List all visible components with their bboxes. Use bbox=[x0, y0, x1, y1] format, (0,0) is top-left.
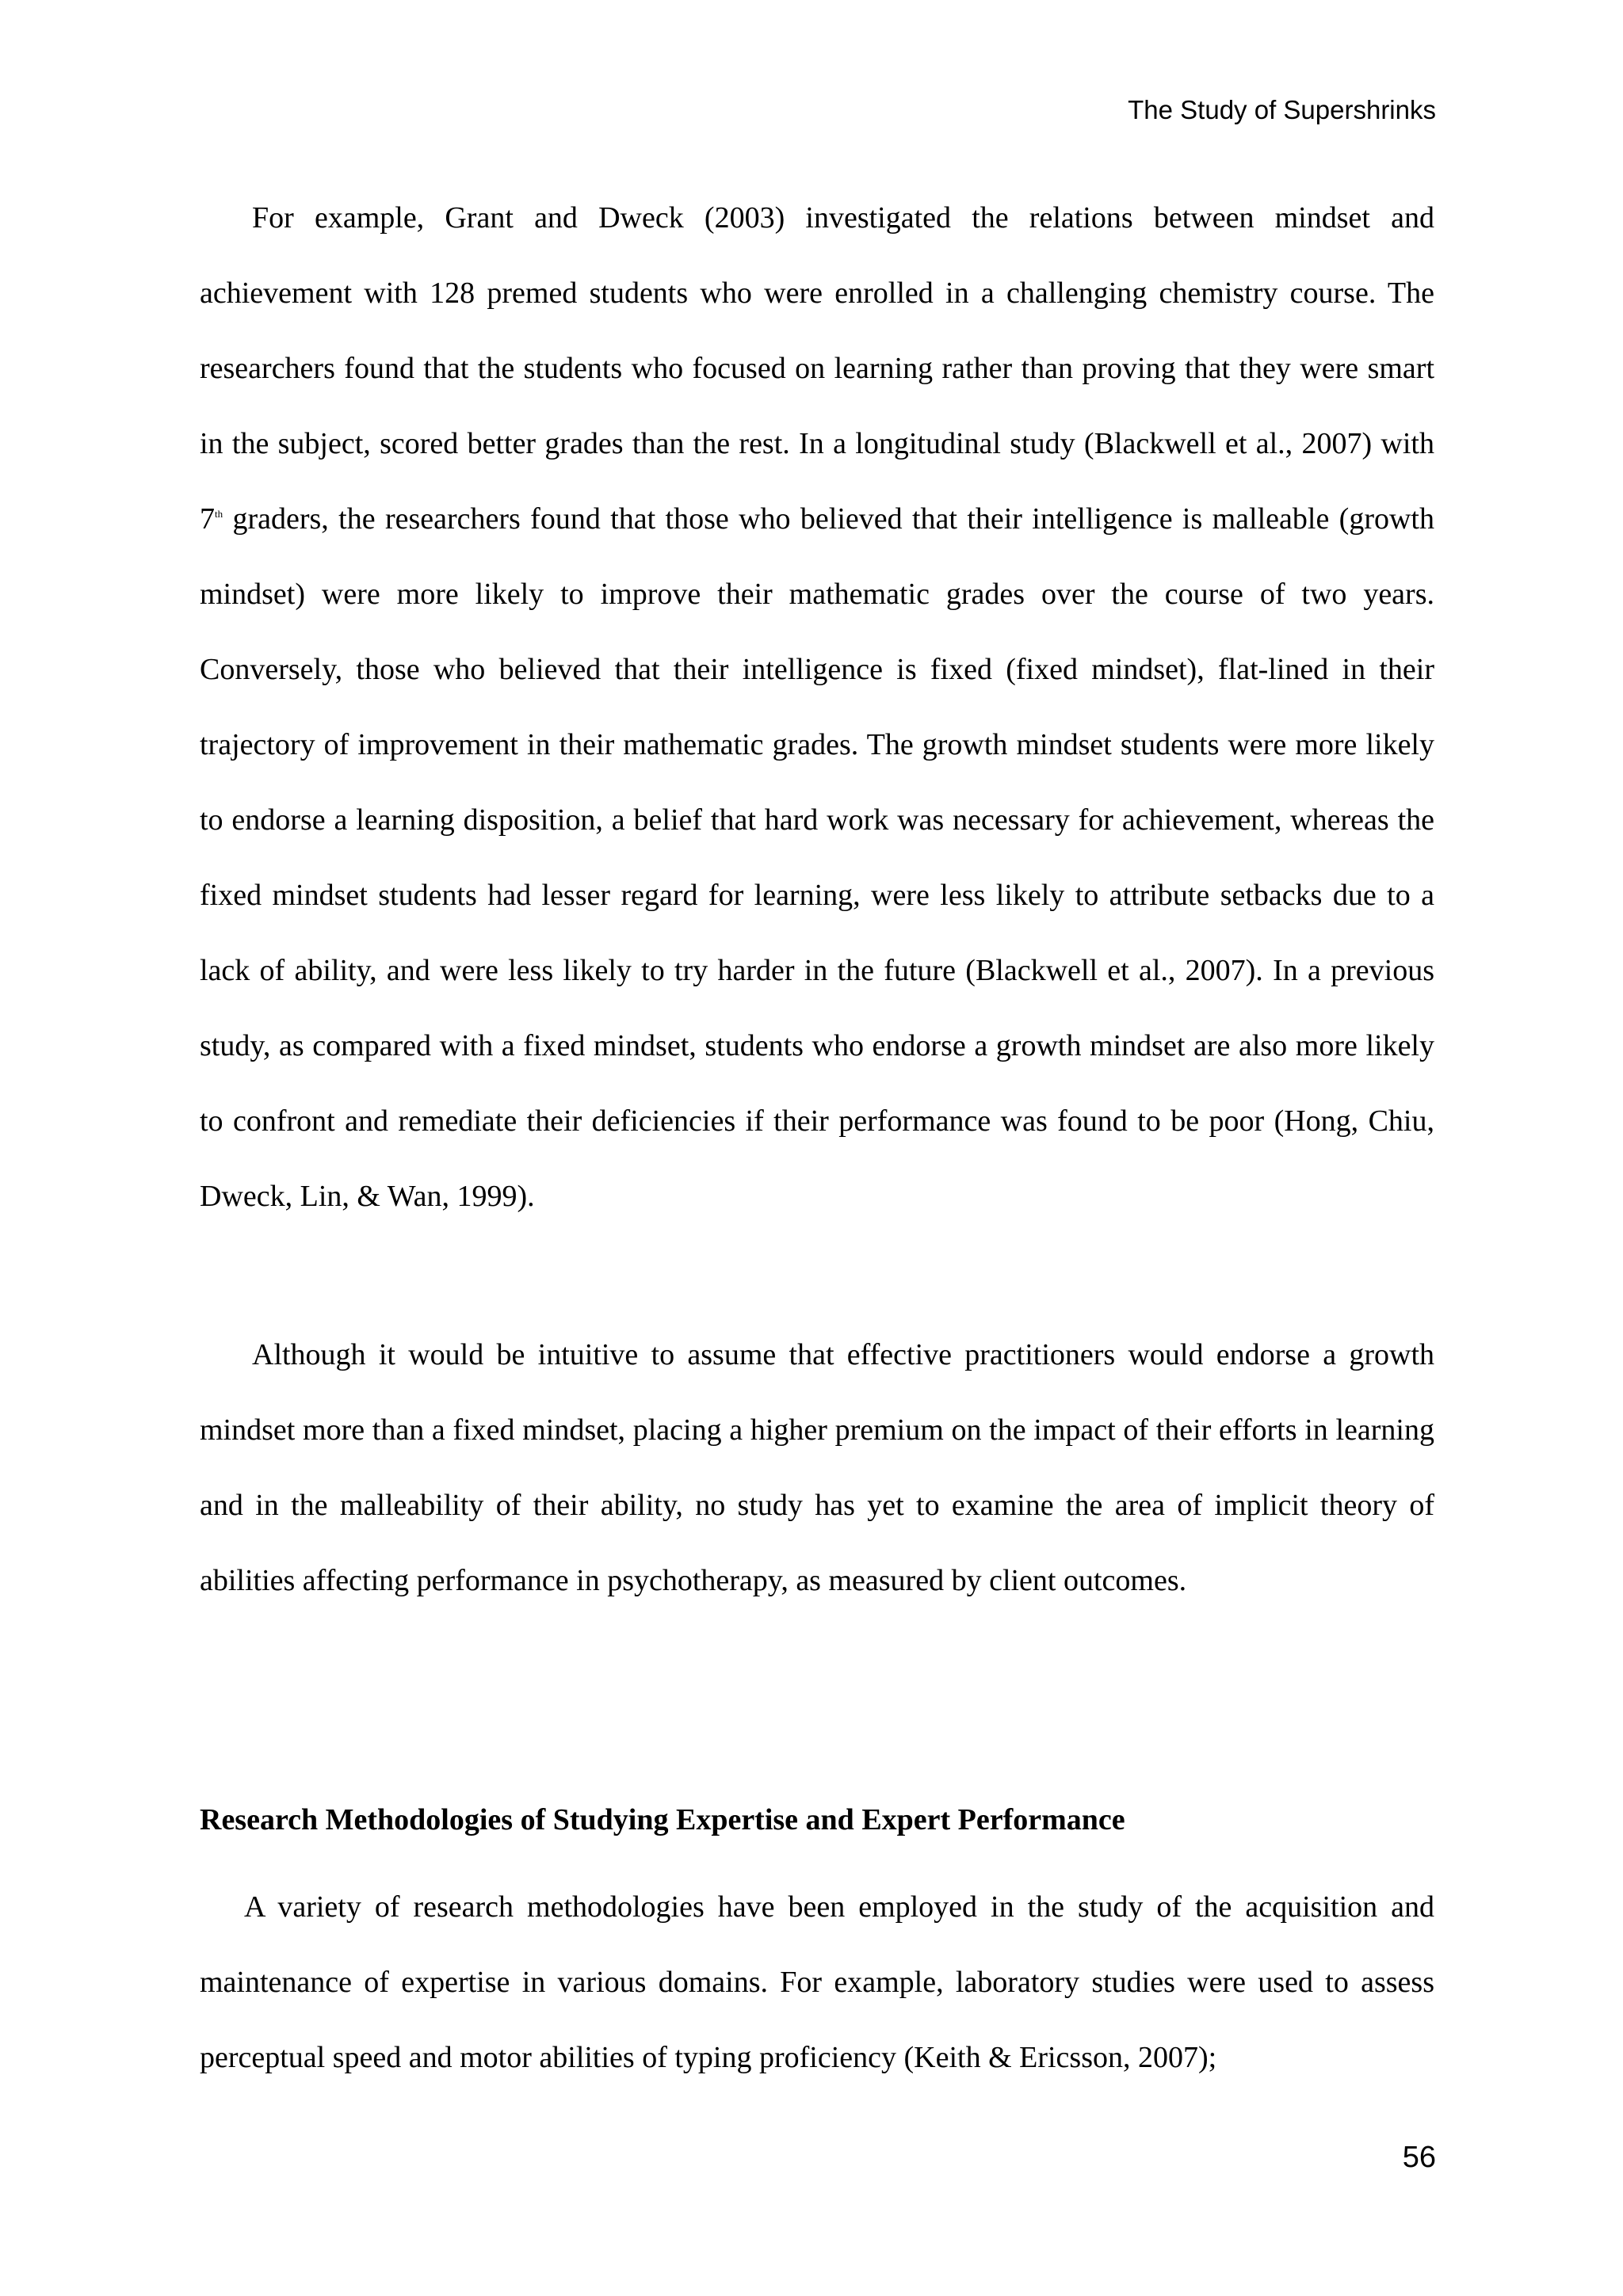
paragraph-methodologies: A variety of research methodologies have been employed in the study of the acquisition and maintenance of expertise in various domains. For example, laboratory studies were used to assess perceptual speed and motor abilities of typing proficiency (Keith & Ericsson, 2007); bbox=[200, 1890, 1434, 2074]
page-number: 56 bbox=[1402, 2141, 1436, 2174]
paragraph-text: graders, the researchers found that those who believed that their intelligence is malleable (growth mindset) were more likely to improve their mathematic grades over the course of two years. Conversely, those who believed that their intelligence is fixed (fixed mindset), flat-lined in their trajectory of improvement in their mathematic grades. The growth mindset students were more likely to endorse a learning disposition, a belief that hard work was necessary for achievement, whereas the fixed mindset students had lesser regard for learning, were less likely to attribute setbacks due to a lack of ability, and were less likely to try harder in the future (Blackwell et al., 2007). In a previous study, as compared with a fixed mindset, students who endorse a growth mindset are also more likely to confront and remediate their deficiencies if their performance was found to be poor (Hong, Chiu, Dweck, Lin, & Wan, 1999). bbox=[200, 502, 1434, 1213]
ordinal-superscript: th bbox=[215, 508, 223, 520]
paragraph-text: For example, Grant and Dweck (2003) investigated the relations between mindset and achievement with 128 premed students who were enrolled in a challenging chemistry course. The researchers found that the students who focused on learning rather than proving that they were smart in the subject, scored better grades than the rest. In a longitudinal study (Blackwell et al., 2007) with 7 bbox=[200, 201, 1434, 536]
section-heading: Research Methodologies of Studying Expertise and Expert Performance bbox=[200, 1803, 1125, 1836]
paragraph-practitioners: Although it would be intuitive to assume that effective practitioners would endorse a growth mindset more than a fixed mindset, placing a higher premium on the impact of their efforts in learning and in the malleability of their ability, no study has yet to examine the area of implicit theory of abilities affecting performance in psychotherapy, as measured by client outcomes. bbox=[200, 1338, 1434, 1597]
paragraph-mindset-studies bbox=[200, 181, 1434, 1234]
running-header: The Study of Supershrinks bbox=[1128, 95, 1436, 124]
